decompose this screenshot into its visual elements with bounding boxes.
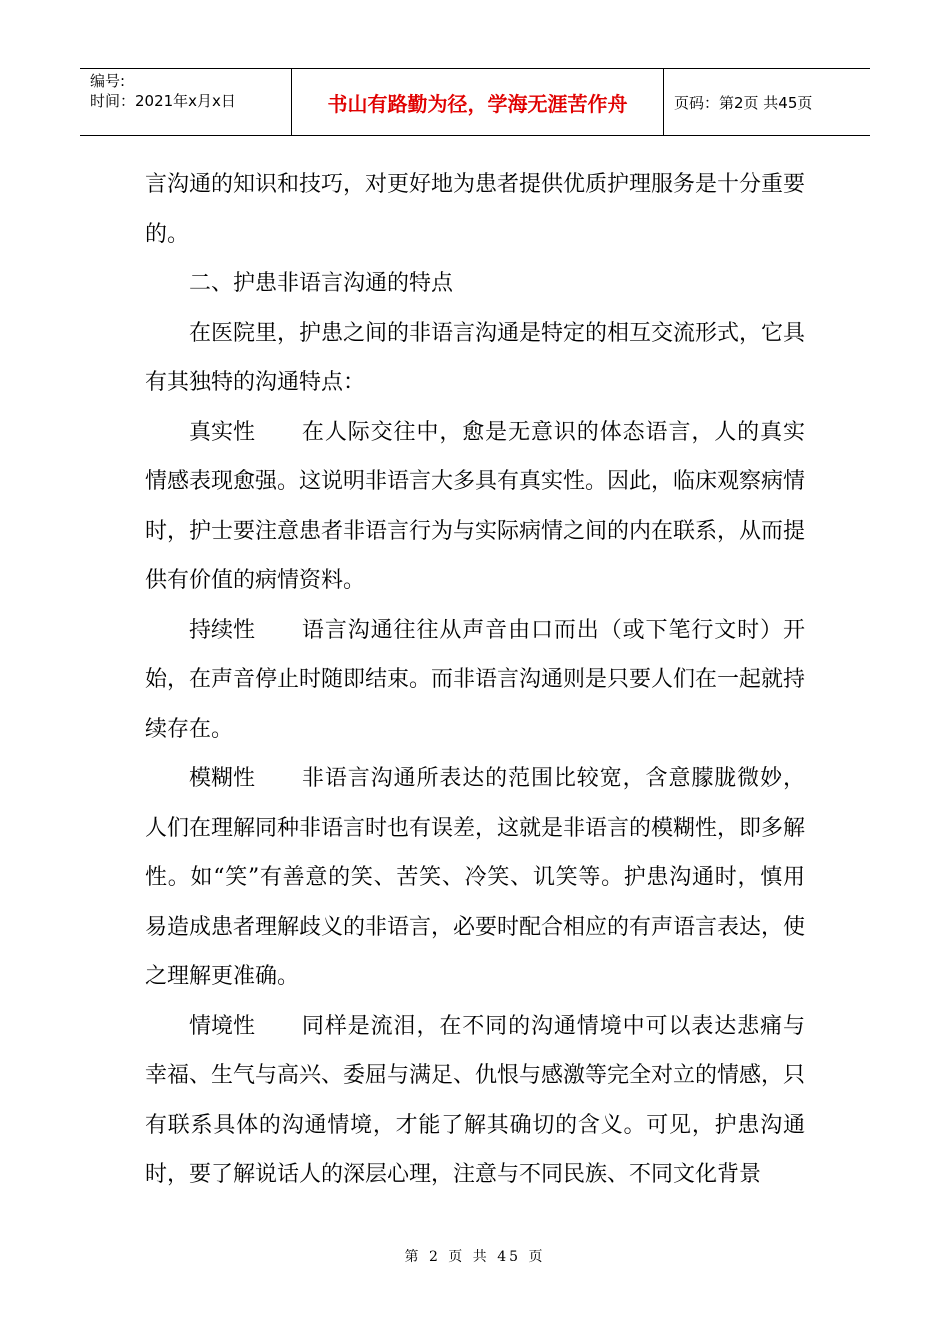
paragraph-continuity (145, 606, 805, 755)
document-header (80, 68, 870, 136)
term-context: 情境性 (189, 1013, 256, 1039)
text-context: 同样是流泪，在不同的沟通情境中可以表达悲痛与幸福、生气与高兴、委屈与满足、仇恨与感激等完全对立的情感，只有联系具体的沟通情境，才能了解其确切的含义。可见，护患沟通时，要了解说话人的深层心理，注意与不同民族、不同文化背景 (145, 1013, 806, 1187)
paragraph-authenticity (145, 408, 805, 606)
paragraph-continuation: 言沟通的知识和技巧，对更好地为患者提供优质护理服务是十分重要的。 (145, 172, 806, 247)
text-continuity: 语言沟通往往从声音由口而出（或下笔行文时）开始，在声音停止时随即结束。而非语言沟通则是只要人们在一起就持续存在。 (145, 617, 806, 742)
header-meta-cell (80, 69, 292, 136)
header-motto: 书山有路勤为径，学海无涯苦作舟 (292, 69, 664, 136)
section-heading: 二、护患非语言沟通的特点 (189, 271, 454, 296)
header-page-info: 页码：第2页 共45页 (674, 93, 813, 112)
paragraph-intro: 在医院里，护患之间的非语言沟通是特定的相互交流形式，它具有其独特的沟通特点： (145, 320, 806, 395)
text-ambiguity: 非语言沟通所表达的范围比较宽，含意朦胧微妙，人们在理解同种非语言时也有误差，这就是非语言的模糊性，即多解性。如“笑”有善意的笑、苦笑、冷笑、讥笑等。护患沟通时，慎用易造成患者理解歧义的非语言，必要时配合相应的有声语言表达，使之理解更准确。 (145, 766, 806, 989)
document-body (145, 160, 805, 1200)
term-ambiguity: 模糊性 (189, 766, 256, 791)
term-authenticity: 真实性 (189, 419, 256, 445)
page-footer: 第 2 页 共 45 页 (404, 1249, 546, 1265)
document-number-label: 编号: (90, 72, 126, 90)
term-continuity: 持续性 (189, 617, 256, 643)
document-date-label: 时间：2021年x月x日 (90, 92, 236, 110)
paragraph-ambiguity (145, 754, 805, 1002)
paragraph-context (145, 1002, 805, 1200)
text-authenticity: 在人际交往中，愈是无意识的体态语言，人的真实情感表现愈强。这说明非语言大多具有真实性。因此，临床观察病情时，护士要注意患者非语言行为与实际病情之间的内在联系，从而提供有价值的病情资料。 (145, 419, 806, 593)
